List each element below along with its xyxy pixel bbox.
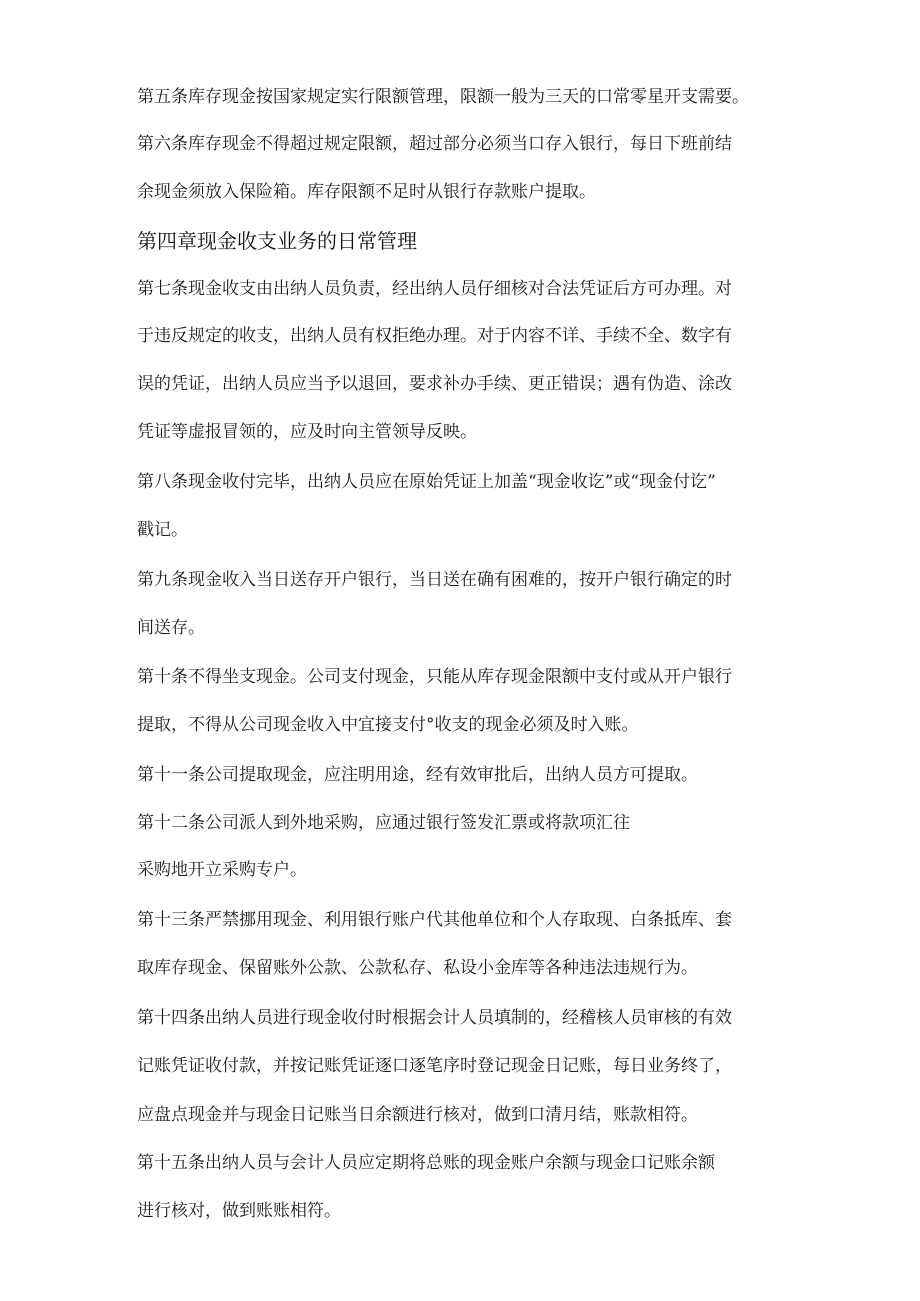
- paragraph-line: 第九条现金收入当日送存开户银行，当日送在确有困难的，按开户银行确定的时: [137, 570, 732, 590]
- paragraph-line: 误的凭证，出纳人员应当予以退回，要求补办手续、更正错误；遇有伪造、涂改: [137, 374, 732, 394]
- paragraph-line: 第十三条严禁挪用现金、利用银行账户代其他单位和个人存取现、白条抵库、套: [137, 910, 732, 930]
- paragraph-line: 第十五条出纳人员与会计人员应定期将总账的现金账户余额与现金口记账余额: [137, 1153, 715, 1173]
- paragraph-line: 余现金须放入保险箱。库存限额不足时从银行存款账户提取。: [137, 182, 596, 202]
- paragraph-line: 提取，不得从公司现金收入中宜接支付°收支的现金必须及时入账。: [137, 715, 639, 735]
- paragraph-line: 间送存。: [137, 618, 205, 638]
- paragraph-line: 第七条现金收支由出纳人员负责，经出纳人员仔细核对合法凭证后方可办理。对: [137, 279, 732, 299]
- paragraph-line: 第六条库存现金不得超过规定限额，超过部分必须当口存入银行，每日下班前结: [137, 134, 732, 154]
- paragraph-line: 戳记。: [137, 520, 188, 540]
- paragraph-line: 第十条不得坐支现金。公司支付现金，只能从库存现金限额中支付或从开户银行: [137, 667, 732, 687]
- paragraph-line: 第八条现金收付完毕，出纳人员应在原始凭证上加盖“现金收讫”或“现金付讫”: [137, 472, 716, 492]
- paragraph-line: 进行核对，做到账账相符。: [137, 1201, 341, 1221]
- paragraph-line: 凭证等虚报冒领的，应及时向主管领导反映。: [137, 422, 477, 442]
- paragraph-line: 第五条库存现金按国家规定实行限额管理，限额一般为三天的口常零星开支需要。: [137, 87, 749, 107]
- paragraph-line: 第十一条公司提取现金，应注明用途，经有效审批后，出纳人员方可提取。: [137, 765, 698, 785]
- paragraph-line: 记账凭证收付款，并按记账凭证逐口逐笔序时登记现金日记账，每日业务终了，: [137, 1056, 732, 1076]
- paragraph-line: 取库存现金、保留账外公款、公款私存、私设小金库等各种违法违规行为。: [137, 958, 698, 978]
- paragraph-line: 于违反规定的收支，出纳人员有权拒绝办理。对于内容不详、手续不全、数字有: [137, 326, 732, 346]
- paragraph-line: 第十二条公司派人到外地采购，应通过银行签发汇票或将款项汇往: [137, 813, 630, 833]
- paragraph-line: 采购地开立采购专户。: [137, 860, 307, 880]
- paragraph-line: 应盘点现金并与现金日记账当日余额进行核对，做到口清月结，账款相符。: [137, 1105, 698, 1125]
- paragraph-line: 第十四条出纳人员进行现金收付时根据会计人员填制的，经稽核人员审核的有效: [137, 1008, 732, 1028]
- chapter-heading: 第四章现金收支业务的日常管理: [137, 229, 417, 253]
